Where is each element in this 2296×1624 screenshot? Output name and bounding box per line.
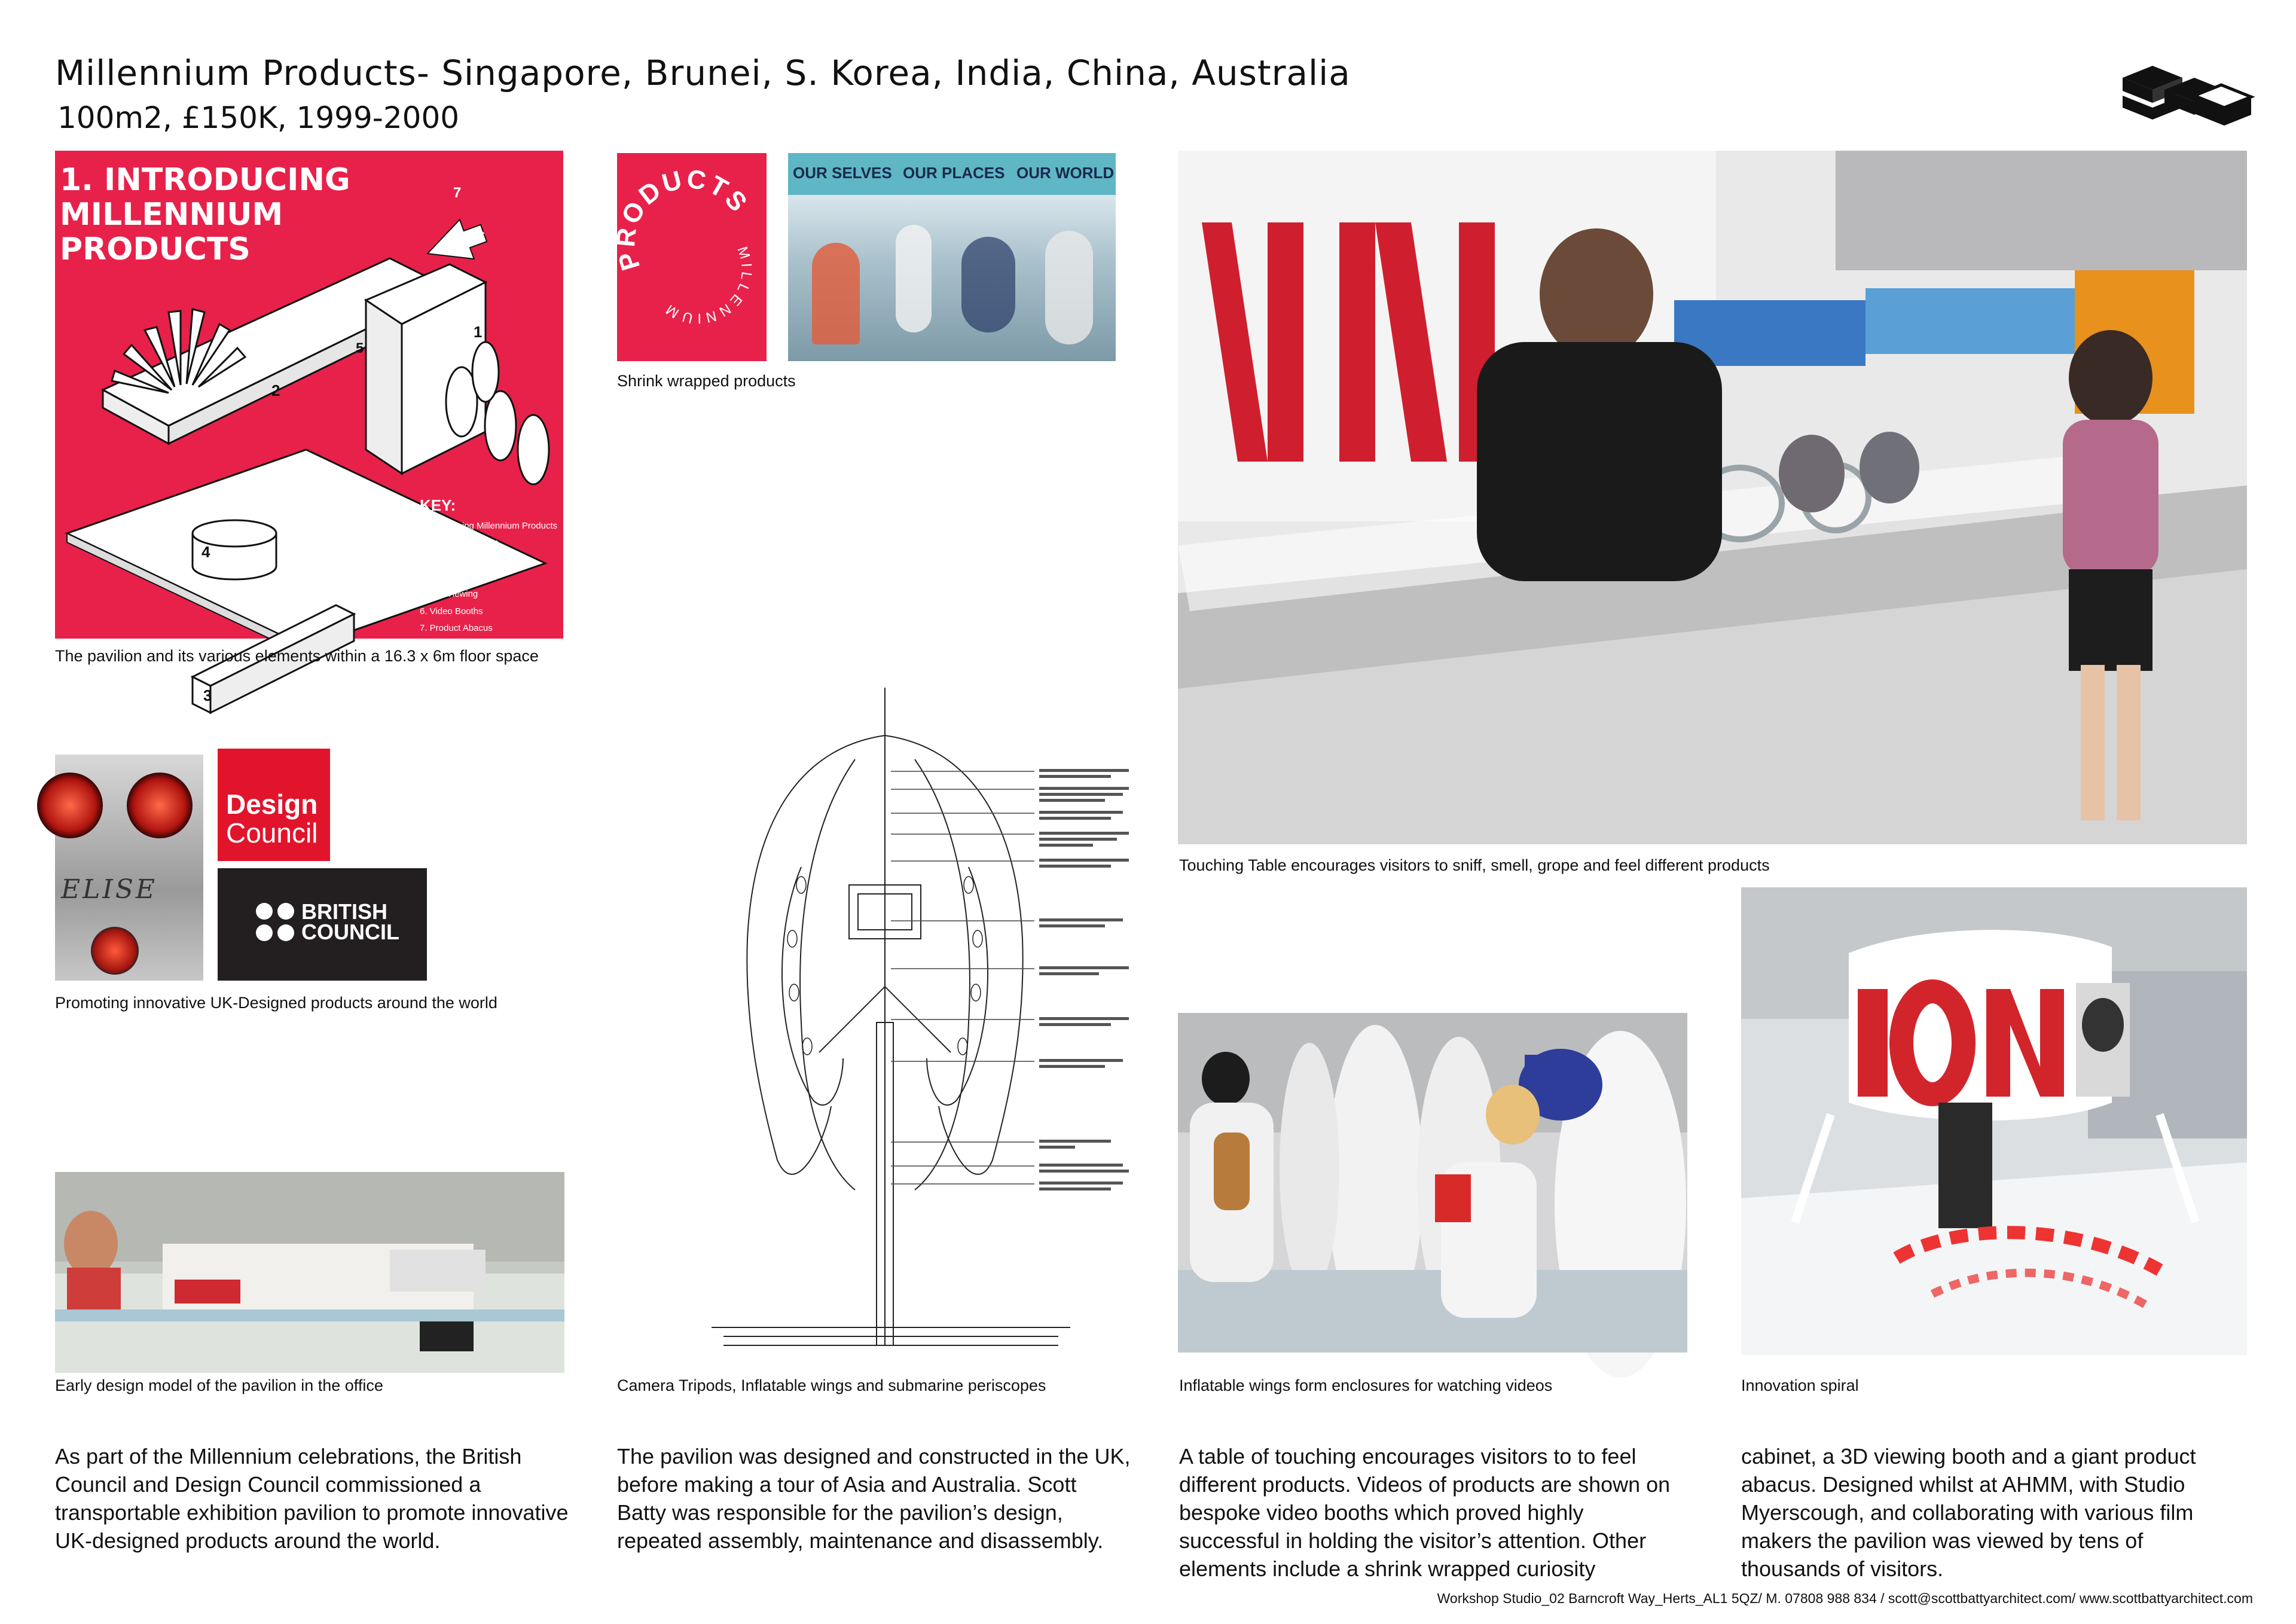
design-council-line1: Design: [226, 789, 318, 820]
body-text-column-3: A table of touching encourages visitors to to feel different products. Videos of products are shown on bespoke video booths which proved highly successful in holding the visitor’s attention. Other elements include a shrink wrapped curiosity: [1179, 1444, 1671, 1581]
logo-word-millennium: MILLENNIUM: [660, 245, 755, 326]
diagram-key-list: [420, 518, 557, 637]
strip-word: OUR WORLD: [1016, 164, 1115, 182]
svg-text:MILLENNIUM: [660, 245, 755, 326]
diagram-number: 7: [453, 185, 462, 201]
caption-touching: Touching Table encourages visitors to sniff, smell, grope and feel different products: [1179, 856, 1770, 874]
footer-contact: Workshop Studio_02 Barncroft Way_Herts_AL1 5QZ/ M. 07808 988 834 / scott@scottbattyarchitect.com/ www.scottbattyarchitect.com: [1437, 1591, 2253, 1606]
design-council-line2: Council: [226, 817, 318, 848]
key-item: 2. Curiosity Cabinet: [420, 538, 498, 548]
body-text-column-1: As part of the Millennium celebrations, the British Council and Design Council commissioned a transportable exhibition pavilion to promote innovative UK-designed products around the world.: [55, 1444, 569, 1553]
british-council-text: BRITISH COUNCIL: [301, 899, 399, 944]
diagram-number: 1: [474, 323, 483, 341]
car-photo: [55, 755, 203, 981]
caption-spiral: Innovation spiral: [1741, 1376, 1859, 1394]
caption-pavilion: The pavilion and its various elements within a 16.3 x 6m floor space: [55, 647, 539, 665]
camera-tripod-drawing: [712, 688, 1190, 1363]
millennium-products-logo: [617, 153, 767, 361]
caption-shrink: Shrink wrapped products: [617, 372, 796, 390]
british-council-dots-icon: [255, 902, 295, 942]
brand-logo-icon: [2117, 60, 2254, 132]
key-item: 1. Introducing Millennium Products: [420, 521, 558, 531]
diagram-number: 2: [271, 381, 280, 399]
body-text-column-2: The pavilion was designed and constructed in the UK, before making a tour of Asia and Australia. Scott Batty was responsible for the pavilion’s design, repeated assembly, maintenance and disassembly.: [617, 1444, 1131, 1553]
page-title: Millennium Products- Singapore, Brunei, S. Korea, India, China, Australia: [55, 53, 1351, 93]
caption-model: Early design model of the pavilion in the office: [55, 1376, 383, 1394]
design-council-logo: [218, 749, 330, 861]
body-text-column-4: cabinet, a 3D viewing booth and a giant product abacus. Designed whilst at AHMM, with Studio Myerscough, and collaborating with various film makers the pavilion was viewed by tens of thousands of visitors.: [1741, 1444, 2196, 1581]
diagram-title: 1. INTRODUCING MILLENNIUM PRODUCTS: [60, 162, 350, 267]
diagram-number: 5: [356, 340, 364, 356]
key-item: 3. Sensory Table: [420, 555, 487, 565]
exhibit-photo-strip: [788, 153, 1116, 361]
caption-wings: Inflatable wings form enclosures for watching videos: [1179, 1376, 1553, 1394]
logo-word-products: ODUCTS: [617, 164, 755, 229]
caption-promoting: Promoting innovative UK-Designed products around the world: [55, 994, 497, 1012]
inflatable-wings-photo: [1178, 1013, 1687, 1353]
key-item: 7. Product Abacus: [420, 623, 493, 633]
key-item: 5. 3-D Viewing: [420, 589, 478, 599]
diagram-key-title: KEY:: [420, 496, 456, 514]
innovation-spiral-photo: [1741, 887, 2247, 1355]
caption-camera: Camera Tripods, Inflatable wings and submarine periscopes: [617, 1376, 1046, 1394]
svg-text:PRODUCTS: [617, 164, 754, 274]
strip-word: OUR PLACES: [903, 164, 1005, 182]
touching-table-photo: [1178, 151, 2247, 844]
strip-word: OUR SELVES: [793, 164, 892, 182]
design-model-photo: [55, 1172, 564, 1373]
diagram-number: 3: [203, 686, 212, 704]
key-item: 4. Innovation Spiral: [420, 572, 497, 582]
british-council-logo: [218, 868, 427, 981]
diagram-number: 4: [201, 543, 210, 561]
car-badge: ELISE: [61, 874, 157, 905]
diagram-number: 6: [477, 229, 486, 245]
key-item: 6. Video Booths: [420, 606, 483, 616]
page-subtitle: 100m2, £150K, 1999-2000: [57, 100, 460, 135]
